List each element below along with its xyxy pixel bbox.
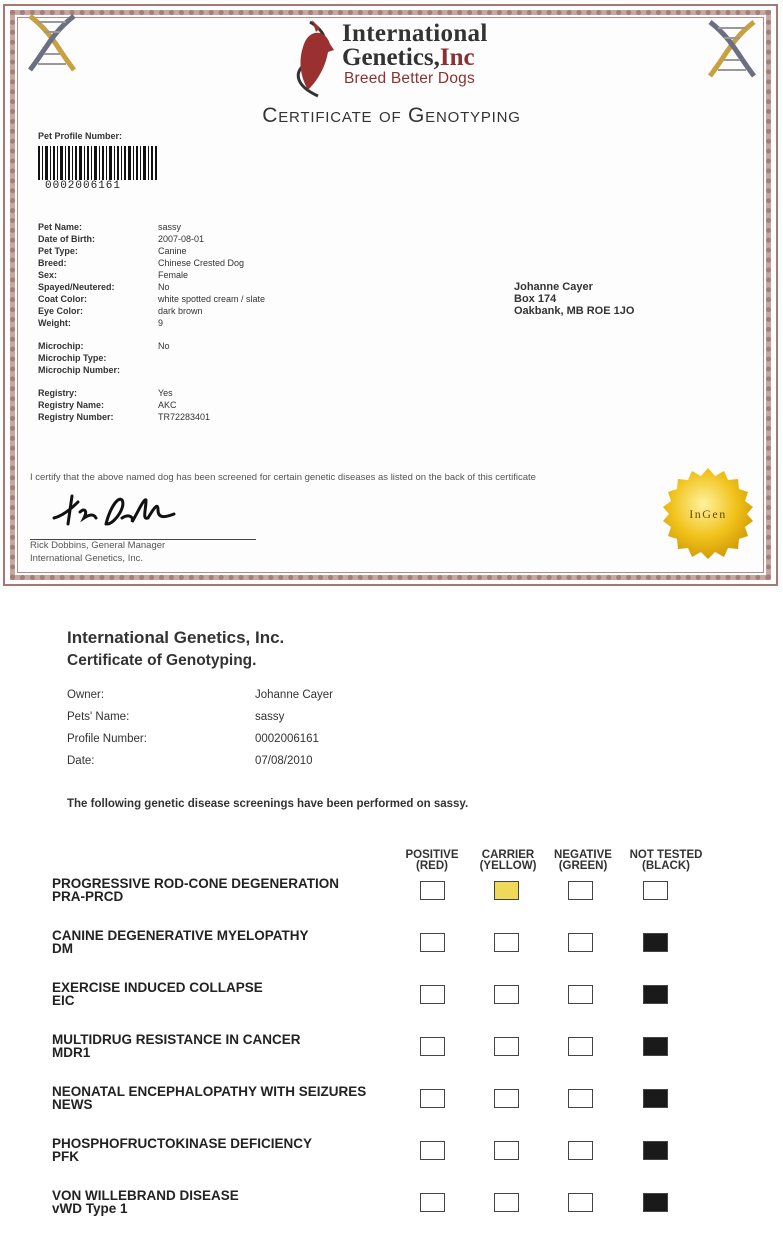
result-box-carrier xyxy=(494,1193,519,1212)
result-box-positive xyxy=(420,1037,445,1056)
results-company: International Genetics, Inc. xyxy=(67,628,285,647)
disease-name: NEONATAL ENCEPHALOPATHY WITH SEIZURES xyxy=(52,1084,367,1099)
field-value: dark brown xyxy=(158,306,203,316)
result-box-carrier xyxy=(494,985,519,1004)
owner-address-line1: Box 174 xyxy=(514,293,557,305)
disease-code: MDR1 xyxy=(52,1045,91,1060)
microchip-number-label: Microchip Number: xyxy=(38,365,121,375)
result-box-carrier xyxy=(494,1037,519,1056)
field-value: Female xyxy=(158,270,189,280)
column-header-line2: (BLACK) xyxy=(642,860,690,872)
disease-code: vWD Type 1 xyxy=(52,1201,128,1216)
field-value: No xyxy=(158,282,170,292)
column-header-line2: (YELLOW) xyxy=(479,860,537,872)
field-value: 2007-08-01 xyxy=(158,234,205,244)
field-value: Chinese Crested Dog xyxy=(158,258,245,268)
result-box-not-tested xyxy=(643,933,668,952)
certificate-page xyxy=(0,0,783,592)
owner-address-line2: Oakbank, MB ROE 1JO xyxy=(514,305,635,317)
column-header-line1: CARRIER xyxy=(481,849,535,861)
info-value: sassy xyxy=(255,711,285,723)
logo-tagline: Breed Better Dogs xyxy=(344,70,475,87)
disease-name: PHOSPHOFRUCTOKINASE DEFICIENCY xyxy=(52,1136,313,1151)
seal-text: InGen xyxy=(689,507,727,521)
registry-name-label: Registry Name: xyxy=(38,400,105,410)
result-box-not-tested xyxy=(643,881,668,900)
field-label: Pet Type: xyxy=(38,246,78,256)
result-box-carrier xyxy=(494,1089,519,1108)
field-label: Coat Color: xyxy=(38,294,87,304)
result-box-not-tested xyxy=(643,1089,668,1108)
column-header-not-tested xyxy=(621,850,711,872)
field-label: Eye Color: xyxy=(38,306,84,316)
disease-code: NEWS xyxy=(52,1097,93,1112)
signer-name: Rick Dobbins, General Manager xyxy=(30,540,166,551)
registry-number-label: Registry Number: xyxy=(38,412,114,422)
disease-code: DM xyxy=(52,941,73,956)
result-box-carrier xyxy=(494,933,519,952)
result-box-negative xyxy=(568,1037,593,1056)
info-label: Date: xyxy=(67,755,95,767)
signature-icon xyxy=(50,488,180,533)
results-title: Certificate of Genotyping. xyxy=(67,652,257,669)
field-label: Breed: xyxy=(38,258,67,268)
result-box-not-tested xyxy=(643,1193,668,1212)
field-label: Pet Name: xyxy=(38,222,83,232)
barcode xyxy=(38,146,158,182)
barcode-number: 0002006161 xyxy=(45,180,122,192)
disease-name: CANINE DEGENERATIVE MYELOPATHY xyxy=(52,928,309,943)
result-box-negative xyxy=(568,1193,593,1212)
column-header-line1: POSITIVE xyxy=(405,849,459,861)
info-value: 07/08/2010 xyxy=(255,755,313,767)
result-box-negative xyxy=(568,1141,593,1160)
disease-code: EIC xyxy=(52,993,75,1008)
disease-name: VON WILLEBRAND DISEASE xyxy=(52,1188,239,1203)
microchip-value: No xyxy=(158,341,170,351)
field-value: 9 xyxy=(158,318,164,328)
result-box-positive xyxy=(420,881,445,900)
info-label: Pets' Name: xyxy=(67,711,130,723)
field-label: Spayed/Neutered: xyxy=(38,282,115,292)
column-header-carrier xyxy=(470,850,546,872)
pet-profile-label: Pet Profile Number: xyxy=(38,131,123,141)
signer-company: International Genetics, Inc. xyxy=(30,553,144,564)
logo-line2-inc: Inc xyxy=(439,44,475,71)
disease-name: MULTIDRUG RESISTANCE IN CANCER xyxy=(52,1032,301,1047)
column-header-line1: NEGATIVE xyxy=(554,849,612,861)
result-box-negative xyxy=(568,985,593,1004)
result-box-not-tested xyxy=(643,1141,668,1160)
field-value: Canine xyxy=(158,246,187,256)
disease-code: PFK xyxy=(52,1149,79,1164)
microchip-type-label: Microchip Type: xyxy=(38,353,107,363)
registry-name-value: AKC xyxy=(158,400,177,410)
result-box-not-tested xyxy=(643,1037,668,1056)
field-value: white spotted cream / slate xyxy=(158,294,266,304)
certificate-title: Certificate of Genotyping xyxy=(262,104,521,127)
owner-name: Johanne Cayer xyxy=(514,281,593,293)
certification-statement: I certify that the above named dog has been screened for certain genetic diseases as listed on the back of this certificate xyxy=(30,472,536,483)
column-header-negative xyxy=(546,850,620,872)
field-value: sassy xyxy=(158,222,182,232)
logo-line2 xyxy=(342,44,475,72)
disease-code: PRA-PRCD xyxy=(52,889,124,904)
info-value: Johanne Cayer xyxy=(255,689,333,701)
dna-helix-icon xyxy=(702,14,762,84)
microchip-label: Microchip: xyxy=(38,341,84,351)
result-box-positive xyxy=(420,1193,445,1212)
logo-line2-genetics: Genetics, xyxy=(342,44,440,71)
result-box-not-tested xyxy=(643,985,668,1004)
column-header-line2: (GREEN) xyxy=(558,860,608,872)
field-label: Weight: xyxy=(38,318,71,328)
dna-helix-icon xyxy=(22,8,82,78)
result-box-positive xyxy=(420,1141,445,1160)
field-label: Sex: xyxy=(38,270,58,280)
gold-seal-icon xyxy=(659,467,757,559)
result-box-positive xyxy=(420,1089,445,1108)
registry-number-value: TR72283401 xyxy=(158,412,211,422)
result-box-carrier xyxy=(494,1141,519,1160)
result-box-negative xyxy=(568,1089,593,1108)
result-box-negative xyxy=(568,881,593,900)
registry-label: Registry: xyxy=(38,388,78,398)
result-box-positive xyxy=(420,985,445,1004)
column-header-positive xyxy=(397,850,467,872)
column-header-line1: NOT TESTED xyxy=(629,849,703,861)
field-label: Date of Birth: xyxy=(38,234,95,244)
disease-name: PROGRESSIVE ROD-CONE DEGENERATION xyxy=(52,876,340,891)
info-value: 0002006161 xyxy=(255,733,319,745)
info-label: Profile Number: xyxy=(67,733,147,745)
registry-value: Yes xyxy=(158,388,173,398)
result-box-carrier xyxy=(494,881,519,900)
disease-name: EXERCISE INDUCED COLLAPSE xyxy=(52,980,263,995)
screening-intro: The following genetic disease screenings have been performed on sassy. xyxy=(67,798,469,810)
result-box-positive xyxy=(420,933,445,952)
result-box-negative xyxy=(568,933,593,952)
column-header-line2: (RED) xyxy=(416,860,448,872)
logo-line1: International xyxy=(342,20,488,47)
info-label: Owner: xyxy=(67,689,105,701)
dog-helix-logo-icon xyxy=(290,16,340,100)
